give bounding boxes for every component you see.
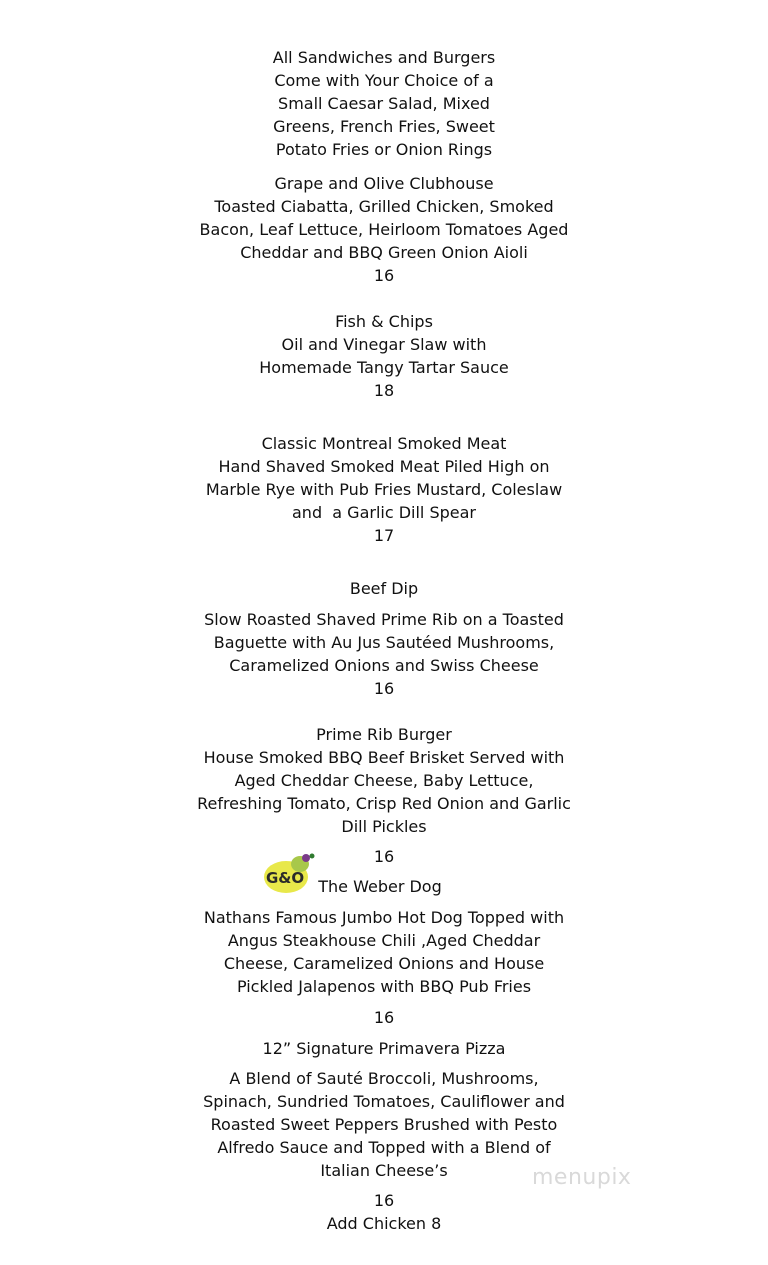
- item-desc: House Smoked BBQ Beef Brisket Served with: [203, 748, 565, 767]
- item-desc: Cheese, Caramelized Onions and House: [223, 954, 545, 973]
- item-desc: Dill Pickles: [341, 817, 427, 836]
- intro-line: Potato Fries or Onion Rings: [275, 140, 493, 159]
- item-name: Grape and Olive Clubhouse: [274, 174, 494, 193]
- item-extra: Add Chicken 8: [326, 1214, 442, 1233]
- menupix-watermark: menupix: [532, 1165, 632, 1190]
- item-desc: A Blend of Sauté Broccoli, Mushrooms,: [229, 1069, 539, 1088]
- item-desc: Homemade Tangy Tartar Sauce: [259, 358, 509, 377]
- item-desc: Pickled Jalapenos with BBQ Pub Fries: [236, 977, 532, 996]
- item-price: 16: [373, 1191, 395, 1210]
- item-price: 17: [373, 526, 395, 545]
- intro-line: Small Caesar Salad, Mixed: [278, 94, 490, 113]
- item-desc: Oil and Vinegar Slaw with: [281, 335, 487, 354]
- item-price: 16: [373, 847, 395, 866]
- item-desc: Toasted Ciabatta, Grilled Chicken, Smoked: [214, 197, 554, 216]
- item-price: 16: [373, 679, 395, 698]
- item-price: 16: [373, 266, 395, 285]
- item-desc: Italian Cheese’s: [320, 1161, 448, 1180]
- item-name: Classic Montreal Smoked Meat: [261, 434, 507, 453]
- item-desc: Hand Shaved Smoked Meat Piled High on: [218, 457, 550, 476]
- intro-line: Come with Your Choice of a: [274, 71, 494, 90]
- item-name: The Weber Dog: [318, 877, 442, 896]
- item-desc: Bacon, Leaf Lettuce, Heirloom Tomatoes Aged: [199, 220, 569, 239]
- item-desc: Marble Rye with Pub Fries Mustard, Coleslaw: [205, 480, 563, 499]
- logo-text: G&O: [266, 869, 305, 887]
- intro-line: All Sandwiches and Burgers: [272, 48, 496, 67]
- item-desc: Spinach, Sundried Tomatoes, Cauliflower and: [203, 1092, 565, 1111]
- item-desc: Cheddar and BBQ Green Onion Aioli: [240, 243, 528, 262]
- item-name: Prime Rib Burger: [316, 725, 452, 744]
- item-price: 16: [373, 1008, 395, 1027]
- item-desc: Caramelized Onions and Swiss Cheese: [229, 656, 539, 675]
- item-price: 18: [373, 381, 395, 400]
- item-desc: and a Garlic Dill Spear: [292, 503, 476, 522]
- item-desc: Angus Steakhouse Chili ,Aged Cheddar: [227, 931, 541, 950]
- item-desc: Refreshing Tomato, Crisp Red Onion and Garlic: [197, 794, 571, 813]
- item-desc: Alfredo Sauce and Topped with a Blend of: [217, 1138, 551, 1157]
- item-desc: Nathans Famous Jumbo Hot Dog Topped with: [203, 908, 565, 927]
- item-name: Fish & Chips: [335, 312, 433, 331]
- intro-line: Greens, French Fries, Sweet: [273, 117, 495, 136]
- item-name: 12” Signature Primavera Pizza: [262, 1039, 506, 1058]
- item-desc: Baguette with Au Jus Sautéed Mushrooms,: [213, 633, 555, 652]
- item-desc: Aged Cheddar Cheese, Baby Lettuce,: [234, 771, 534, 790]
- item-name: Beef Dip: [349, 579, 419, 598]
- item-desc: Slow Roasted Shaved Prime Rib on a Toasted: [204, 610, 564, 629]
- item-desc: Roasted Sweet Peppers Brushed with Pesto: [210, 1115, 558, 1134]
